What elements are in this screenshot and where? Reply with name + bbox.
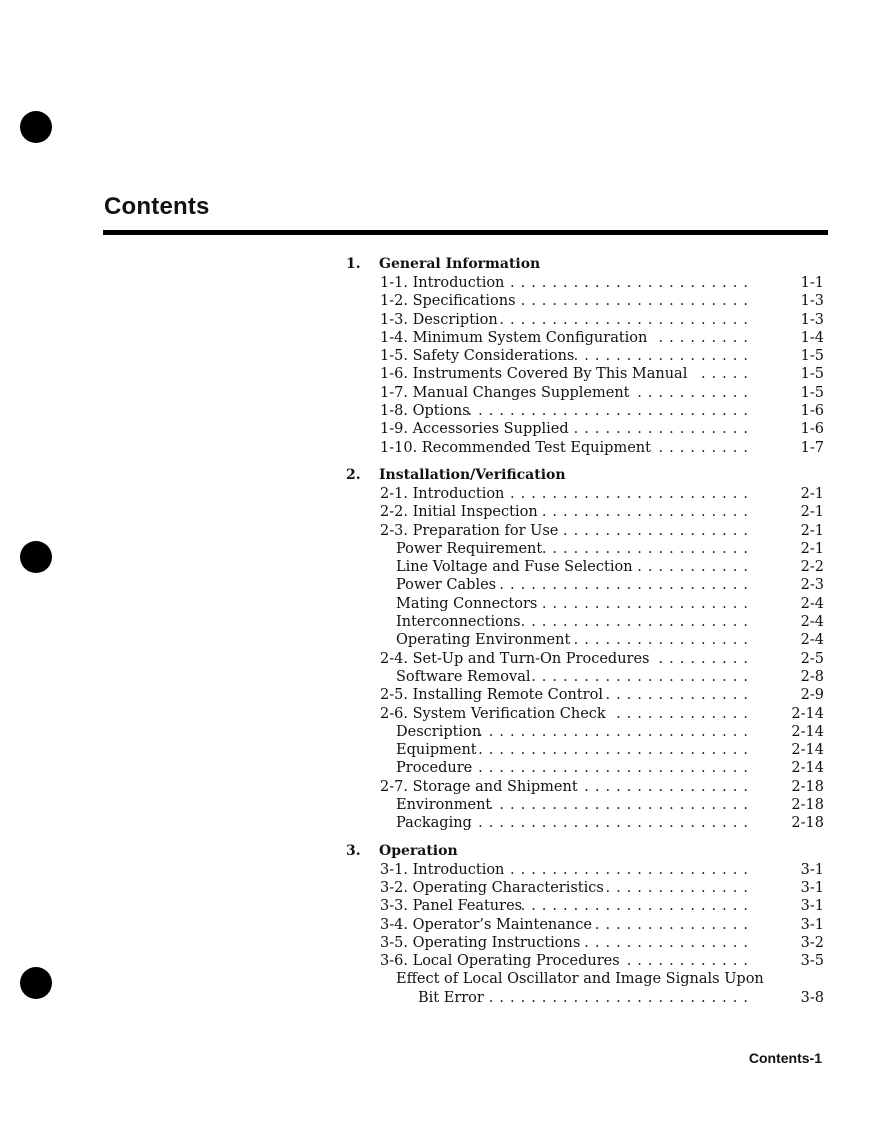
entry-page-number: 2-18 (791, 797, 824, 814)
entry-page-number: 2-2 (800, 559, 824, 576)
entry-page-number: 2-8 (800, 668, 824, 685)
entry-page-number: 2-18 (791, 815, 824, 832)
dot-leader: .................... (541, 540, 754, 557)
toc-entry[interactable] (346, 595, 826, 613)
toc-entry[interactable] (346, 439, 826, 457)
toc-entry[interactable] (346, 861, 826, 879)
dot-leader: ...................... (520, 898, 754, 915)
toc-entry[interactable] (346, 879, 826, 897)
entry-label: 3-5. Operating Instructions (380, 934, 581, 951)
dot-leader: .................. (563, 522, 754, 539)
section-number: 2. (346, 466, 361, 483)
dot-leader: ........................ (499, 311, 754, 328)
entry-label: 2-5. Installing Remote Control (380, 687, 603, 704)
table-of-contents (346, 255, 826, 1016)
toc-entry[interactable] (346, 952, 826, 970)
dot-leader: ......... (658, 329, 754, 346)
entry-page-number: 2-1 (800, 485, 824, 502)
binder-hole (20, 111, 52, 143)
dot-leader: ................. (573, 348, 754, 365)
entry-label: Software Removal (396, 668, 531, 685)
toc-entry[interactable] (346, 311, 826, 329)
entry-label: 2-7. Storage and Shipment (380, 778, 578, 795)
toc-entry[interactable] (346, 778, 826, 796)
entry-page-number: 3-2 (800, 934, 824, 951)
section-title: General Information (379, 256, 541, 272)
entry-page-number: 2-5 (800, 650, 824, 667)
dot-leader: ................. (573, 632, 754, 649)
entry-label: 3-3. Panel Features (380, 898, 523, 915)
entry-page-number: 3-1 (800, 916, 824, 933)
entry-label: Line Voltage and Fuse Selection (396, 559, 633, 576)
dot-leader: ................ (584, 778, 754, 795)
section-heading (346, 842, 826, 861)
dot-leader: ........................... (467, 760, 754, 777)
entry-page-number: 2-14 (791, 760, 824, 777)
toc-entry[interactable] (346, 292, 826, 310)
dot-leader: ....................... (509, 275, 754, 291)
toc-entry[interactable] (346, 365, 826, 383)
section-heading (346, 255, 826, 274)
entry-page-number: 2-1 (800, 522, 824, 539)
entry-page-number: 2-3 (800, 577, 824, 594)
dot-leader: ...................... (520, 614, 754, 631)
entry-label: Effect of Local Oscillator and Image Signals Upon (396, 971, 764, 988)
entry-label: 1-5. Safety Considerations (380, 348, 575, 365)
entry-label: 1-7. Manual Changes Supplement (380, 384, 630, 401)
toc-entry[interactable] (346, 329, 826, 347)
entry-label: Environment (396, 797, 492, 814)
toc-entry[interactable] (346, 485, 826, 503)
toc-entry[interactable] (346, 384, 826, 402)
dot-leader: .................... (541, 504, 754, 521)
entry-label: 2-4. Set-Up and Turn-On Procedures (380, 650, 650, 667)
entry-label: Procedure (396, 760, 473, 777)
entry-label: 2-6. System Verification Check (380, 705, 606, 722)
toc-entry[interactable] (346, 759, 826, 777)
dot-leader: ..................... (531, 668, 754, 685)
entry-page-number: 3-1 (800, 861, 824, 878)
dot-leader: ........................... (467, 403, 754, 420)
dot-leader: ........... (637, 384, 754, 401)
toc-entry[interactable] (346, 558, 826, 576)
entry-label: 1-3. Description (380, 311, 498, 328)
entry-page-number: 2-18 (791, 778, 824, 795)
entry-label: 1-2. Specifications (380, 293, 516, 310)
dot-leader: ................. (573, 421, 754, 438)
entry-label: 3-1. Introduction (380, 861, 505, 878)
toc-entry[interactable] (346, 650, 826, 668)
entry-page-number: 1-6 (800, 421, 824, 438)
dot-leader: ........................... (467, 815, 754, 832)
entry-label: Power Cables (396, 577, 497, 594)
entry-label: Equipment (396, 742, 477, 759)
dot-leader: ......................... (488, 989, 754, 1006)
toc-entry[interactable] (346, 934, 826, 952)
dot-leader: ......................... (488, 797, 754, 814)
section-number: 3. (346, 842, 361, 859)
entry-page-number: 1-3 (800, 293, 824, 310)
page-footer: Contents-1 (748, 1050, 822, 1066)
entry-page-number: 3-8 (800, 989, 824, 1006)
entry-page-number: 1-6 (800, 403, 824, 420)
entry-page-number: 2-14 (791, 723, 824, 740)
toc-entry[interactable] (346, 522, 826, 540)
entry-page-number: 2-14 (791, 742, 824, 759)
toc-section (346, 842, 826, 1007)
entry-page-number: 3-1 (800, 898, 824, 915)
dot-leader: .......................... (478, 742, 754, 759)
dot-leader: ..... (700, 366, 754, 383)
entry-label: 3-4. Operator’s Maintenance (380, 916, 592, 933)
entry-label: 1-4. Minimum System Configuration (380, 329, 648, 346)
toc-entry[interactable] (346, 503, 826, 521)
toc-entry[interactable] (346, 631, 826, 649)
toc-section (346, 466, 826, 833)
title-rule (103, 230, 828, 235)
toc-entry[interactable] (346, 686, 826, 704)
entry-page-number: 2-1 (800, 504, 824, 521)
entry-page-number: 2-14 (791, 705, 824, 722)
toc-entry[interactable] (346, 814, 826, 832)
binder-hole (20, 541, 52, 573)
toc-entry[interactable] (346, 576, 826, 594)
dot-leader: ................ (584, 934, 754, 951)
entry-label: 1-8. Options (380, 403, 470, 420)
section-heading (346, 466, 826, 485)
toc-entry[interactable] (346, 705, 826, 723)
dot-leader: .......................... (478, 723, 754, 740)
entry-page-number: 1-1 (800, 275, 824, 291)
entry-page-number: 1-3 (800, 311, 824, 328)
dot-leader: ............. (616, 705, 754, 722)
binder-hole (20, 967, 52, 999)
dot-leader: ............ (626, 953, 754, 970)
section-title: Operation (379, 842, 458, 859)
entry-label: Operating Environment (396, 632, 571, 649)
entry-label: 1-9. Accessories Supplied (380, 421, 569, 438)
toc-section (346, 255, 826, 457)
entry-page-number: 2-4 (800, 632, 824, 649)
entry-label: Interconnections (396, 614, 521, 631)
entry-label: 3-2. Operating Characteristics (380, 879, 604, 896)
entry-label: 2-2. Initial Inspection (380, 504, 538, 521)
entry-page-number: 1-4 (800, 329, 824, 346)
dot-leader: ...................... (520, 293, 754, 310)
toc-entry[interactable] (346, 970, 826, 988)
entry-page-number: 1-7 (800, 439, 824, 456)
entry-label: Description (396, 723, 482, 740)
toc-entry[interactable] (346, 723, 826, 741)
section-number: 1. (346, 256, 361, 272)
dot-leader: .............. (605, 687, 754, 704)
toc-entry[interactable] (346, 613, 826, 631)
toc-entry[interactable] (346, 402, 826, 420)
dot-leader: .................... (541, 595, 754, 612)
entry-label: 3-6. Local Operating Procedures (380, 953, 620, 970)
entry-page-number: 2-4 (800, 595, 824, 612)
entry-label: 2-3. Preparation for Use (380, 522, 559, 539)
section-title: Installation/Verification (379, 466, 566, 483)
dot-leader: ........................ (499, 577, 754, 594)
entry-label: 1-1. Introduction (380, 275, 505, 291)
toc-entry[interactable] (346, 796, 826, 814)
toc-entry[interactable] (346, 668, 826, 686)
entry-page-number: 3-5 (800, 953, 824, 970)
dot-leader: ......... (658, 439, 754, 456)
entry-page-number: 2-4 (800, 614, 824, 631)
toc-entry[interactable] (346, 741, 826, 759)
entry-label: Packaging (396, 815, 472, 832)
entry-label: 2-1. Introduction (380, 485, 505, 502)
entry-page-number: 1-5 (800, 348, 824, 365)
toc-entry[interactable] (346, 540, 826, 558)
dot-leader: ....................... (509, 485, 754, 502)
dot-leader: ............... (594, 916, 754, 933)
entry-label: 1-10. Recommended Test Equipment (380, 439, 651, 456)
entry-page-number: 1-5 (800, 384, 824, 401)
entry-label: 1-6. Instruments Covered By This Manual (380, 366, 688, 383)
dot-leader: .............. (605, 879, 754, 896)
entry-page-number: 3-1 (800, 879, 824, 896)
dot-leader: ......... (658, 650, 754, 667)
toc-entry[interactable] (346, 420, 826, 438)
dot-leader: ........... (637, 559, 754, 576)
page-title: Contents (104, 193, 210, 220)
toc-entry[interactable] (346, 274, 826, 292)
entry-page-number: 2-9 (800, 687, 824, 704)
entry-label: Bit Error (418, 989, 484, 1006)
toc-entry[interactable] (346, 347, 826, 365)
entry-label: Power Requirement (396, 540, 543, 557)
toc-entry[interactable] (346, 916, 826, 934)
toc-entry[interactable] (346, 989, 826, 1007)
entry-page-number: 1-5 (800, 366, 824, 383)
dot-leader: ....................... (509, 861, 754, 878)
toc-entry[interactable] (346, 897, 826, 915)
entry-page-number: 2-1 (800, 540, 824, 557)
entry-label: Mating Connectors (396, 595, 538, 612)
